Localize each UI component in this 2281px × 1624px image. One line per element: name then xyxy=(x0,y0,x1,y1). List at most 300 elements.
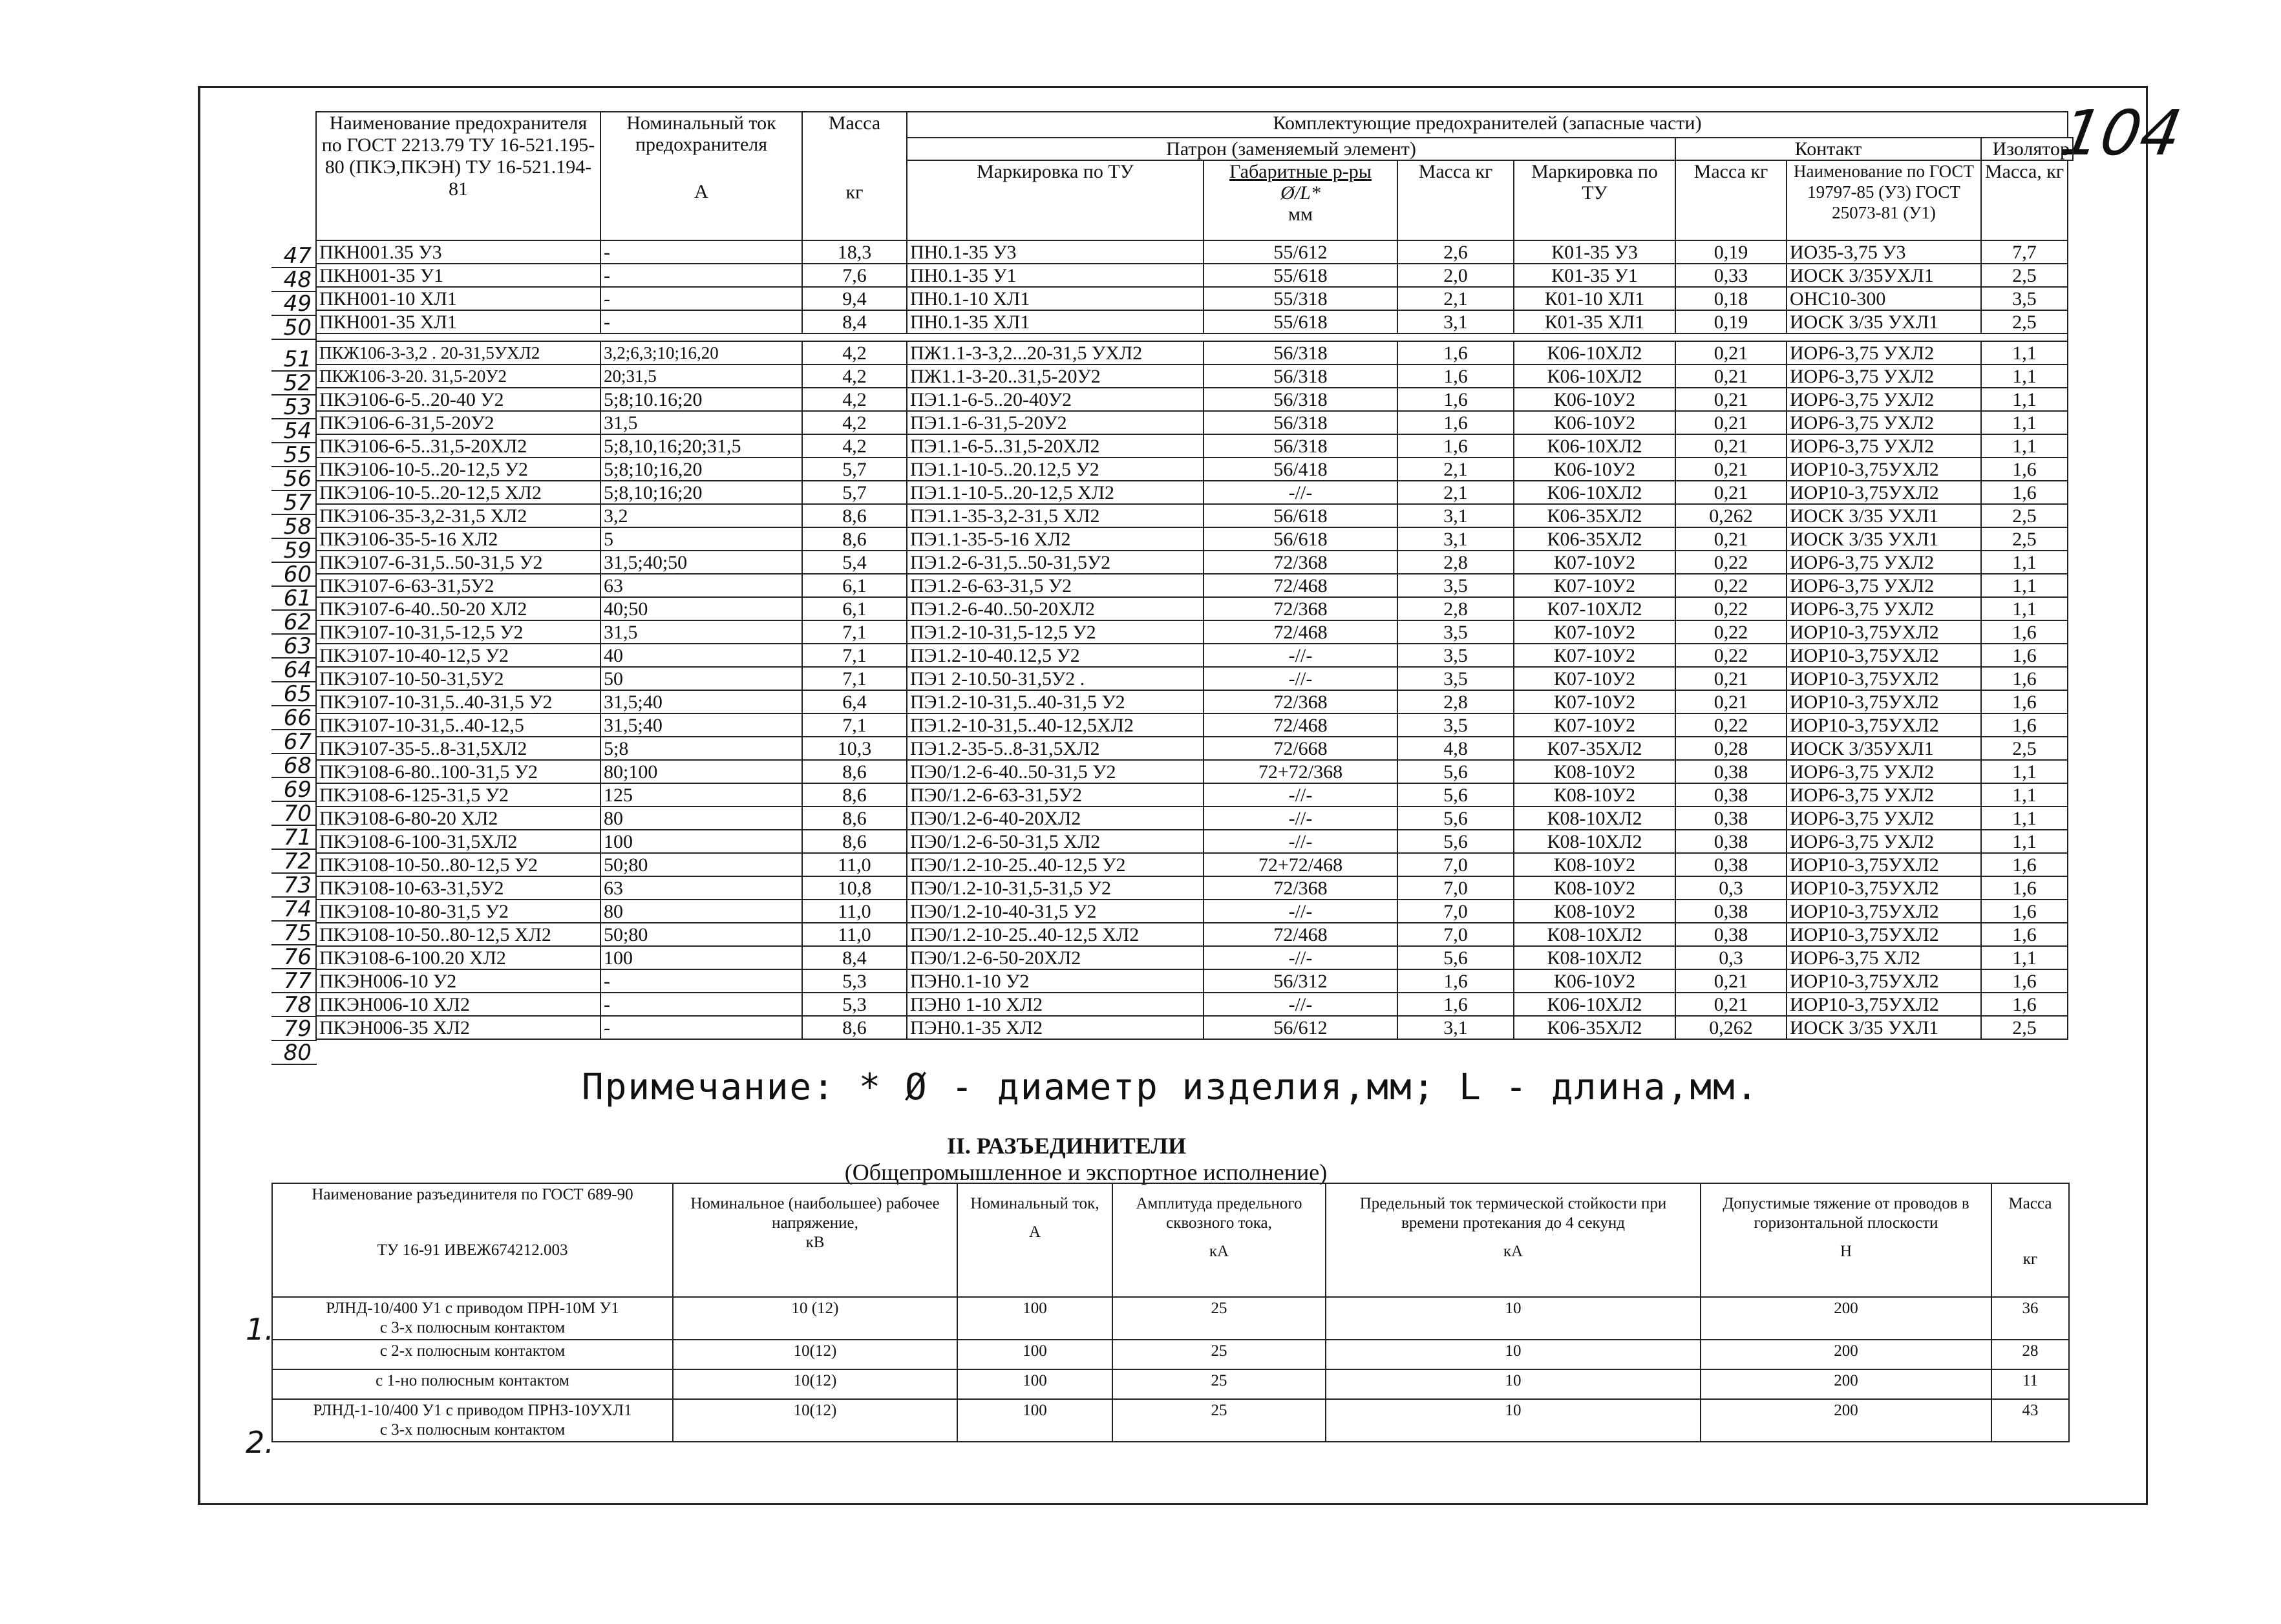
table-cell-mark: ПН0.1-35 ХЛ1 xyxy=(907,310,1204,333)
table-cell-cmark: К06-10У2 xyxy=(1514,411,1675,434)
table-cell-ins: ИОР6-3,75 УХЛ2 xyxy=(1787,341,1981,364)
table-cell-cur: 40 xyxy=(600,644,802,667)
row-number: 76 xyxy=(271,945,317,969)
table-cell-ins: ИОР10-3,75УХЛ2 xyxy=(1787,923,1981,946)
table-row xyxy=(316,458,2073,481)
row-number: 75 xyxy=(271,922,317,945)
table-cell-dims: 56/318 xyxy=(1204,434,1397,458)
table-cell-cur: 40;50 xyxy=(600,597,802,620)
table-cell-im: 1,1 xyxy=(1981,946,2068,969)
table-row xyxy=(272,1369,2069,1399)
col-header-contact-mass: Масса кг xyxy=(1675,160,1787,240)
table-cell-mark: ПЖ1.1-3-20..31,5-20У2 xyxy=(907,364,1204,388)
table-cell-a: 25 xyxy=(1112,1297,1326,1340)
table-cell-m1: 2,1 xyxy=(1397,458,1514,481)
table-cell-mass: 4,2 xyxy=(802,364,907,388)
table-cell-t: 10 xyxy=(1326,1369,1701,1399)
table-cell-i: 100 xyxy=(957,1340,1112,1369)
table-cell-cm: 0,21 xyxy=(1675,993,1787,1016)
table-cell-mass: 4,2 xyxy=(802,388,907,411)
row-number: 68 xyxy=(271,754,317,778)
table-cell-dims: 56/318 xyxy=(1204,364,1397,388)
table-cell-ins: ИОР6-3,75 УХЛ2 xyxy=(1787,830,1981,853)
row-number: 73 xyxy=(271,874,317,898)
row-number: 53 xyxy=(271,395,317,419)
table-cell-ins: ИОР6-3,75 ХЛ2 xyxy=(1787,946,1981,969)
table-row xyxy=(316,713,2073,737)
row-number: 59 xyxy=(271,539,317,563)
table-cell-mark: ПЭ0/1.2-10-25..40-12,5 ХЛ2 xyxy=(907,923,1204,946)
table-cell-cm: 0,38 xyxy=(1675,923,1787,946)
row-number: 70 xyxy=(271,802,317,826)
row-number: 69 xyxy=(271,778,317,802)
table-cell-mass: 8,4 xyxy=(802,310,907,333)
row-number: 71 xyxy=(271,826,317,850)
row-number: 60 xyxy=(271,563,317,587)
table-cell-cmark: К08-10У2 xyxy=(1514,760,1675,783)
col-header-tension: Допустимые тяжение от проводов в горизонтальной плоскости Н xyxy=(1701,1183,1991,1297)
table-row xyxy=(272,1340,2069,1369)
table-cell-ins: ИОР10-3,75УХЛ2 xyxy=(1787,620,1981,644)
table-cell-ins: ИОСК 3/35 УХЛ1 xyxy=(1787,310,1981,333)
table-cell-cm: 0,262 xyxy=(1675,1016,1787,1039)
table-cell-cur: 100 xyxy=(600,830,802,853)
table-cell-dims: 72/668 xyxy=(1204,737,1397,760)
table-cell-cm: 0,28 xyxy=(1675,737,1787,760)
table-cell-name: ПКЖ106-3-20. 31,5-20У2 xyxy=(316,364,600,388)
table-cell-cmark: К06-10У2 xyxy=(1514,388,1675,411)
table-cell-cmark: К01-35 У1 xyxy=(1514,264,1675,287)
table-cell-cmark: К08-10ХЛ2 xyxy=(1514,830,1675,853)
table-cell-cur: 50;80 xyxy=(600,853,802,876)
table-cell-m1: 2,1 xyxy=(1397,287,1514,310)
table-row xyxy=(316,341,2073,364)
table-cell-cm: 0,22 xyxy=(1675,551,1787,574)
table-cell-im: 1,6 xyxy=(1981,690,2068,713)
table-cell-im: 1,1 xyxy=(1981,597,2068,620)
table-cell-mass: 5,7 xyxy=(802,481,907,504)
disc-name-line1: РЛНД-10/400 У1 с приводом ПРН-10М У1 xyxy=(326,1300,619,1317)
table-cell-m1: 1,6 xyxy=(1397,388,1514,411)
section-title: II. РАЗЪЕДИНИТЕЛИ xyxy=(946,1133,1187,1159)
table-cell-cmark: К07-10У2 xyxy=(1514,620,1675,644)
note: Примечание: * Ø - диаметр изделия,мм; L - длина,мм. xyxy=(582,1066,1759,1108)
table-cell-cur: - xyxy=(600,287,802,310)
table-cell-ins: ИОСК 3/35УХЛ1 xyxy=(1787,264,1981,287)
table-cell-name: ПКН001-10 ХЛ1 xyxy=(316,287,600,310)
row-number: 50 xyxy=(271,316,317,340)
table-cell-mark: ПЭ0/1.2-6-63-31,5У2 xyxy=(907,783,1204,807)
table-cell-m1: 1,6 xyxy=(1397,341,1514,364)
row-number: 65 xyxy=(271,682,317,706)
table-cell-cur: 80 xyxy=(600,807,802,830)
table-cell-cm: 0,22 xyxy=(1675,713,1787,737)
table-cell-name: ПКН001.35 У3 xyxy=(316,240,600,264)
col-header-marking: Маркировка по ТУ xyxy=(907,160,1204,240)
table-cell-cmark: К07-10У2 xyxy=(1514,713,1675,737)
table-cell-mass: 18,3 xyxy=(802,240,907,264)
table-cell-cmark: К08-10ХЛ2 xyxy=(1514,946,1675,969)
table-cell-mass: 6,1 xyxy=(802,597,907,620)
table-cell-mark: ПЭ1.2-6-40..50-20ХЛ2 xyxy=(907,597,1204,620)
table-cell-im: 1,6 xyxy=(1981,644,2068,667)
table-cell-m1: 3,1 xyxy=(1397,310,1514,333)
table-cell-mark: ПЭ1.1-6-5..31,5-20ХЛ2 xyxy=(907,434,1204,458)
table-cell-ins: ИОР6-3,75 УХЛ2 xyxy=(1787,574,1981,597)
table-cell-m1: 3,5 xyxy=(1397,574,1514,597)
table-cell-dims: 72/368 xyxy=(1204,597,1397,620)
table-row xyxy=(316,969,2073,993)
row-number: 62 xyxy=(271,611,317,635)
table-row xyxy=(316,876,2073,900)
table-cell-name: ПКЭ108-6-80..100-31,5 У2 xyxy=(316,760,600,783)
table-row xyxy=(316,310,2073,333)
disc-row-number: 2. xyxy=(246,1425,274,1460)
row-number: 47 xyxy=(271,244,317,268)
table-cell-cur: 3,2 xyxy=(600,504,802,527)
table-cell-im: 1,6 xyxy=(1981,993,2068,1016)
table-cell-cm: 0,19 xyxy=(1675,240,1787,264)
table-cell-m1: 7,0 xyxy=(1397,923,1514,946)
table-cell-cur: 31,5;40 xyxy=(600,690,802,713)
table-cell-cm: 0,38 xyxy=(1675,853,1787,876)
table-cell-im: 1,6 xyxy=(1981,667,2068,690)
table-cell-cm: 0,38 xyxy=(1675,900,1787,923)
col-header-insulator-mass: Масса, кг xyxy=(1981,160,2068,240)
table-cell-dims: -//- xyxy=(1204,830,1397,853)
table-cell-ins: ИОР6-3,75 УХЛ2 xyxy=(1787,551,1981,574)
table-cell-name: ПКЭ107-10-31,5-12,5 У2 xyxy=(316,620,600,644)
table-cell-im: 2,5 xyxy=(1981,264,2068,287)
table-cell-im: 1,1 xyxy=(1981,783,2068,807)
table-cell-m1: 1,6 xyxy=(1397,364,1514,388)
table-cell-name: ПКЭ107-6-63-31,5У2 xyxy=(316,574,600,597)
table-cell-cur: 5;8,10;16;20 xyxy=(600,481,802,504)
table-cell-mass: 11,0 xyxy=(802,900,907,923)
table-cell-mass: 6,1 xyxy=(802,574,907,597)
table-cell-mark: ПЖ1.1-3-3,2...20-31,5 УХЛ2 xyxy=(907,341,1204,364)
table-cell-cm: 0,21 xyxy=(1675,969,1787,993)
table-cell-name: ПКЭ108-10-80-31,5 У2 xyxy=(316,900,600,923)
table-cell-v: 10(12) xyxy=(673,1399,957,1442)
table-cell-im: 1,1 xyxy=(1981,807,2068,830)
table-cell-cmark: К06-10ХЛ2 xyxy=(1514,341,1675,364)
table-row xyxy=(316,690,2073,713)
table-cell-cur: 3,2;6,3;10;16,20 xyxy=(600,341,802,364)
table-cell-ins: ИОР6-3,75 УХЛ2 xyxy=(1787,760,1981,783)
table-cell-mark: ПЭ0/1.2-6-50-31,5 ХЛ2 xyxy=(907,830,1204,853)
table-cell-cur: 5;8 xyxy=(600,737,802,760)
table-cell-im: 3,5 xyxy=(1981,287,2068,310)
col-header-insulator-name: Наименование по ГОСТ 19797-85 (У3) ГОСТ 25073-81 (У1) xyxy=(1787,160,1981,240)
table-cell-cmark: К08-10У2 xyxy=(1514,853,1675,876)
disc-name-line1: с 2-х полюсным контактом xyxy=(379,1342,566,1360)
table-cell-ins: ИОСК 3/35 УХЛ1 xyxy=(1787,527,1981,551)
table-cell-cm: 0,22 xyxy=(1675,574,1787,597)
table-row xyxy=(316,411,2073,434)
table-cell-dims: 56/612 xyxy=(1204,1016,1397,1039)
table-cell-m1: 2,8 xyxy=(1397,597,1514,620)
table-cell-m1: 2,0 xyxy=(1397,264,1514,287)
table-cell-mark: ПЭ1.2-10-40.12,5 У2 xyxy=(907,644,1204,667)
table-cell-cm: 0,21 xyxy=(1675,341,1787,364)
table-cell-mass: 8,6 xyxy=(802,830,907,853)
table-cell-mark: ПЭ0/1.2-6-40..50-31,5 У2 xyxy=(907,760,1204,783)
table-cell-t: 10 xyxy=(1326,1297,1701,1340)
table-cell-name: ПКЭ107-10-31,5..40-31,5 У2 xyxy=(316,690,600,713)
row-number: 51 xyxy=(271,348,317,372)
table-cell-dims: 72/368 xyxy=(1204,551,1397,574)
col-header-contact-marking: Маркировка по ТУ xyxy=(1514,160,1675,240)
table-cell-cm: 0,21 xyxy=(1675,690,1787,713)
table-cell-cmark: К06-10ХЛ2 xyxy=(1514,993,1675,1016)
table-cell-m1: 3,5 xyxy=(1397,644,1514,667)
col-header-voltage: Номинальное (наибольшее) рабочее напряжение, кВ xyxy=(673,1183,957,1297)
table-cell-cm: 0,21 xyxy=(1675,434,1787,458)
table-cell-m1: 5,6 xyxy=(1397,830,1514,853)
table-cell-im: 1,6 xyxy=(1981,923,2068,946)
table-cell-mark: ПЭН0 1-10 ХЛ2 xyxy=(907,993,1204,1016)
table-cell-a: 25 xyxy=(1112,1369,1326,1399)
disc-name-line2: с 3-х полюсным контактом xyxy=(379,1421,566,1439)
table-cell-cm: 0,21 xyxy=(1675,364,1787,388)
table-cell-v: 10(12) xyxy=(673,1369,957,1399)
table-row xyxy=(316,667,2073,690)
table-row xyxy=(316,574,2073,597)
table-cell-dims: 72/468 xyxy=(1204,574,1397,597)
table-cell-cur: - xyxy=(600,993,802,1016)
table-cell-m1: 1,6 xyxy=(1397,434,1514,458)
row-spacer xyxy=(316,333,2073,341)
table-cell-im: 1,1 xyxy=(1981,574,2068,597)
table-cell-cmark: К07-10У2 xyxy=(1514,574,1675,597)
table-cell-cur: 63 xyxy=(600,876,802,900)
row-number: 67 xyxy=(271,730,317,754)
table-cell-mass: 6,4 xyxy=(802,690,907,713)
table-cell-cmark: К07-10У2 xyxy=(1514,644,1675,667)
table-cell-cmark: К07-10У2 xyxy=(1514,690,1675,713)
table-cell-mass: 9,4 xyxy=(802,287,907,310)
table-cell-cm: 0,22 xyxy=(1675,597,1787,620)
table-cell-m1: 3,1 xyxy=(1397,1016,1514,1039)
col-header-thermal: Предельный ток термической стойкости при времени протекания до 4 секунд кА xyxy=(1326,1183,1701,1297)
table-cell-mass: 8,6 xyxy=(802,783,907,807)
table-cell-ins: ИОР10-3,75УХЛ2 xyxy=(1787,690,1981,713)
table-cell-mass: 7,1 xyxy=(802,644,907,667)
table-cell-name: ПКЭ108-6-80-20 ХЛ2 xyxy=(316,807,600,830)
table-cell-im: 2,5 xyxy=(1981,310,2068,333)
col-header-amplitude: Амплитуда предельного сквозного тока, кА xyxy=(1112,1183,1326,1297)
table-cell-ins: ИОР6-3,75 УХЛ2 xyxy=(1787,807,1981,830)
table-cell-dims: 72/468 xyxy=(1204,923,1397,946)
table-cell-cm: 0,18 xyxy=(1675,287,1787,310)
table-cell-mark: ПН0.1-35 У1 xyxy=(907,264,1204,287)
table-cell-dims: -//- xyxy=(1204,900,1397,923)
table-cell-im: 1,6 xyxy=(1981,620,2068,644)
table-cell-cmark: К08-10У2 xyxy=(1514,783,1675,807)
table-cell-mass: 4,2 xyxy=(802,434,907,458)
disc-name-line1: РЛНД-1-10/400 У1 с приводом ПРНЗ-10УХЛ1 xyxy=(313,1402,632,1419)
col-header-components: Комплектующие предохранителей (запасные части) xyxy=(907,112,2068,138)
table-cell-ins: ИОСК 3/35 УХЛ1 xyxy=(1787,504,1981,527)
table-row xyxy=(316,597,2073,620)
table-cell-i: 100 xyxy=(957,1399,1112,1442)
table-cell-cmark: К06-10ХЛ2 xyxy=(1514,364,1675,388)
table-cell-t: 10 xyxy=(1326,1340,1701,1369)
table-cell-mass: 4,2 xyxy=(802,411,907,434)
table-row xyxy=(316,240,2073,264)
table-cell-mass: 5,7 xyxy=(802,458,907,481)
col-header-cartridge: Патрон (заменяемый элемент) xyxy=(907,138,1675,160)
table-cell-cmark: К08-10У2 xyxy=(1514,900,1675,923)
table-cell-m1: 7,0 xyxy=(1397,876,1514,900)
table-cell-dims: 72+72/368 xyxy=(1204,760,1397,783)
table-cell-ins: ИОР10-3,75УХЛ2 xyxy=(1787,667,1981,690)
table-cell-mark: ПН0.1-10 ХЛ1 xyxy=(907,287,1204,310)
table-cell-disc-name xyxy=(272,1399,673,1442)
table-cell-ins: ИОР10-3,75УХЛ2 xyxy=(1787,900,1981,923)
row-number: 79 xyxy=(271,1017,317,1041)
table-cell-name: ПКЭН006-10 У2 xyxy=(316,969,600,993)
col-header-dims: Габаритные р-ры Ø/L* мм xyxy=(1204,160,1397,240)
table-cell-mark: ПЭ1.2-35-5..8-31,5ХЛ2 xyxy=(907,737,1204,760)
table-cell-im: 1,1 xyxy=(1981,434,2068,458)
col-header-current: Номинальный ток предохранителя А xyxy=(600,112,802,240)
table-cell-mark: ПЭ1.1-6-31,5-20У2 xyxy=(907,411,1204,434)
table-cell-ins: ИОСК 3/35УХЛ1 xyxy=(1787,737,1981,760)
table-cell-m1: 2,1 xyxy=(1397,481,1514,504)
row-number: 52 xyxy=(271,372,317,395)
table-cell-im: 1,1 xyxy=(1981,364,2068,388)
table-cell-cmark: К06-35ХЛ2 xyxy=(1514,504,1675,527)
table-cell-cm: 0,21 xyxy=(1675,388,1787,411)
table-cell-m1: 5,6 xyxy=(1397,946,1514,969)
table-row xyxy=(316,760,2073,783)
table-cell-name: ПКЭ108-6-125-31,5 У2 xyxy=(316,783,600,807)
table-cell-cmark: К06-10У2 xyxy=(1514,969,1675,993)
table-cell-dims: 55/618 xyxy=(1204,264,1397,287)
table-cell-mark: ПЭ1.2-10-31,5-12,5 У2 xyxy=(907,620,1204,644)
table-cell-im: 1,1 xyxy=(1981,551,2068,574)
table-row xyxy=(316,264,2073,287)
table-cell-m1: 1,6 xyxy=(1397,411,1514,434)
table-cell-ins: ИОР10-3,75УХЛ2 xyxy=(1787,853,1981,876)
table-cell-mass: 11,0 xyxy=(802,853,907,876)
table-cell-dims: -//- xyxy=(1204,993,1397,1016)
table-cell-cur: 31,5 xyxy=(600,411,802,434)
table-cell-cur: 5;8;10.16;20 xyxy=(600,388,802,411)
table-cell-cmark: К06-35ХЛ2 xyxy=(1514,1016,1675,1039)
table-cell-name: ПКЭ107-6-31,5..50-31,5 У2 xyxy=(316,551,600,574)
table-cell-m1: 7,0 xyxy=(1397,900,1514,923)
table-cell-mass: 8,6 xyxy=(802,760,907,783)
table-cell-mark: ПЭ1.1-10-5..20.12,5 У2 xyxy=(907,458,1204,481)
table-cell-cur: 50;80 xyxy=(600,923,802,946)
table-cell-cur: 5;8;10;16,20 xyxy=(600,458,802,481)
section-subtitle: (Общепромышленное и экспортное исполнение) xyxy=(844,1159,1328,1185)
table-row xyxy=(316,527,2073,551)
table-cell-mass: 10,3 xyxy=(802,737,907,760)
table-cell-ins: ИОР10-3,75УХЛ2 xyxy=(1787,993,1981,1016)
table-cell-cmark: К07-10ХЛ2 xyxy=(1514,597,1675,620)
table-row xyxy=(316,783,2073,807)
table-cell-cm: 0,3 xyxy=(1675,876,1787,900)
table-cell-mark: ПЭН0.1-35 ХЛ2 xyxy=(907,1016,1204,1039)
table-cell-mass: 8,6 xyxy=(802,1016,907,1039)
col-header-disc-name: Наименование разъединителя по ГОСТ 689-90 ТУ 16-91 ИВЕЖ674212.003 xyxy=(272,1183,673,1297)
row-number: 80 xyxy=(271,1041,317,1065)
table-cell-mass: 7,6 xyxy=(802,264,907,287)
table-cell-im: 1,6 xyxy=(1981,900,2068,923)
table-row xyxy=(316,1016,2073,1039)
table-cell-cmark: К01-35 У3 xyxy=(1514,240,1675,264)
table-row xyxy=(316,830,2073,853)
table-cell-mark: ПЭ1.1-10-5..20-12,5 ХЛ2 xyxy=(907,481,1204,504)
table-cell-name: ПКЭ106-10-5..20-12,5 У2 xyxy=(316,458,600,481)
table-cell-cmark: К06-10ХЛ2 xyxy=(1514,434,1675,458)
table-cell-cmark: К08-10У2 xyxy=(1514,876,1675,900)
table-cell-dims: 55/612 xyxy=(1204,240,1397,264)
table-cell-cm: 0,33 xyxy=(1675,264,1787,287)
table-cell-ins: ИОР10-3,75УХЛ2 xyxy=(1787,458,1981,481)
table-cell-cmark: К07-10У2 xyxy=(1514,551,1675,574)
table-cell-disc-name xyxy=(272,1340,673,1369)
table-cell-name: ПКЭ108-6-100.20 ХЛ2 xyxy=(316,946,600,969)
table-cell-ins: ИОР10-3,75УХЛ2 xyxy=(1787,644,1981,667)
table-cell-cur: - xyxy=(600,969,802,993)
table-row xyxy=(316,481,2073,504)
table-cell-cur: 5;8,10,16;20;31,5 xyxy=(600,434,802,458)
row-number: 64 xyxy=(271,659,317,682)
table-cell-dims: -//- xyxy=(1204,667,1397,690)
row-number: 49 xyxy=(271,292,317,316)
table-cell-im: 1,6 xyxy=(1981,481,2068,504)
table-cell-ins: ИОР6-3,75 УХЛ2 xyxy=(1787,783,1981,807)
table-cell-m1: 3,1 xyxy=(1397,504,1514,527)
table-cell-cur: 125 xyxy=(600,783,802,807)
table-cell-cur: 5 xyxy=(600,527,802,551)
table-row xyxy=(316,388,2073,411)
table-cell-mass: 7,1 xyxy=(802,620,907,644)
table-cell-ins: ИО35-3,75 У3 xyxy=(1787,240,1981,264)
fuses-table xyxy=(315,111,2074,1040)
disconnectors-table-body xyxy=(272,1297,2069,1442)
table-cell-mass: 8,6 xyxy=(802,504,907,527)
table-cell-im: 1,6 xyxy=(1981,969,2068,993)
table-cell-dims: 72/468 xyxy=(1204,713,1397,737)
table-cell-dims: 72/368 xyxy=(1204,876,1397,900)
table-cell-mark: ПЭ1.2-10-31,5..40-12,5ХЛ2 xyxy=(907,713,1204,737)
table-cell-cm: 0,21 xyxy=(1675,458,1787,481)
table-cell-dims: 56/318 xyxy=(1204,341,1397,364)
table-cell-dims: 56/618 xyxy=(1204,504,1397,527)
table-cell-cm: 0,21 xyxy=(1675,667,1787,690)
table-cell-dims: 56/318 xyxy=(1204,411,1397,434)
table-row xyxy=(316,434,2073,458)
table-cell-dims: 56/312 xyxy=(1204,969,1397,993)
table-cell-cmark: К08-10ХЛ2 xyxy=(1514,923,1675,946)
disc-row-number: 1. xyxy=(246,1312,274,1347)
table-row xyxy=(316,620,2073,644)
table-cell-mark: ПЭ0/1.2-6-40-20ХЛ2 xyxy=(907,807,1204,830)
table-cell-cmark: К07-10У2 xyxy=(1514,667,1675,690)
table-cell-mark: ПЭ1.1-35-5-16 ХЛ2 xyxy=(907,527,1204,551)
fuses-table-body xyxy=(316,240,2073,1039)
table-cell-m1: 5,6 xyxy=(1397,807,1514,830)
table-cell-cm: 0,21 xyxy=(1675,527,1787,551)
table-cell-m: 11 xyxy=(1991,1369,2069,1399)
table-row xyxy=(272,1297,2069,1340)
